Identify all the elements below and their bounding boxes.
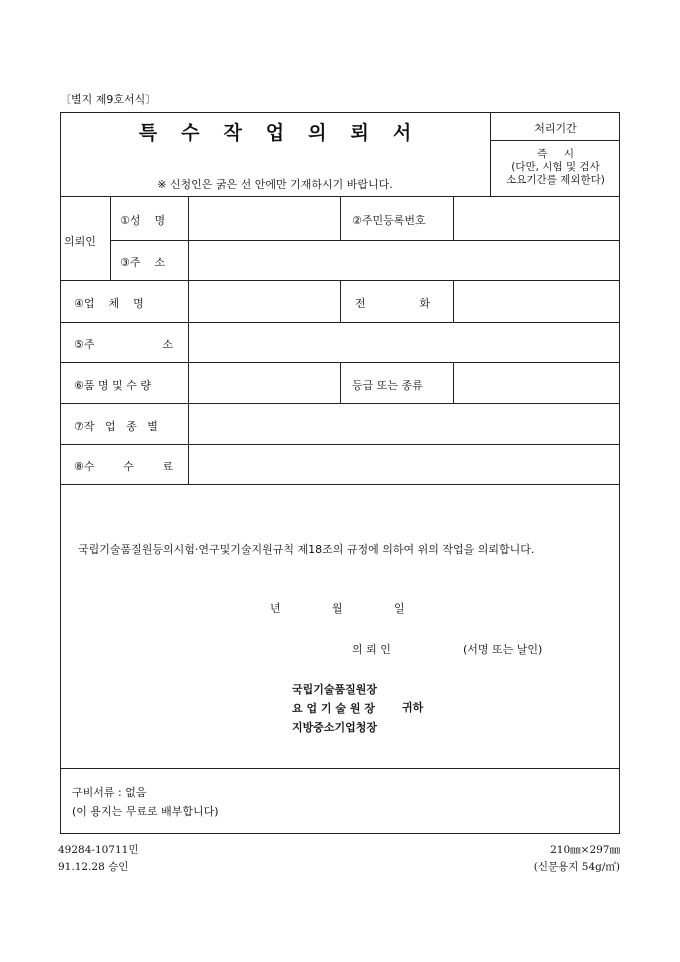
business-address-field[interactable] — [193, 326, 616, 358]
footer-right — [534, 842, 620, 876]
phone-field[interactable] — [458, 284, 616, 318]
addressee-line: 국립기술품질원장 — [292, 683, 378, 696]
date-year: 년 — [270, 602, 281, 615]
product-field[interactable] — [193, 366, 336, 399]
col-line — [188, 196, 189, 484]
processing-line: (다만, 시험 및 검사 — [511, 161, 600, 173]
phone-label-part: 화 — [419, 297, 430, 310]
processing-period-label: 처리기간 — [534, 122, 577, 135]
product-label: ⑥품 명 및 수 량 — [74, 379, 151, 392]
col-line — [340, 362, 341, 403]
label-part: 소 — [162, 338, 173, 351]
row-line — [60, 403, 620, 404]
label-part: ⑧수 — [74, 460, 95, 473]
label-part: 수 — [123, 460, 134, 473]
addressee-suffix: 귀하 — [402, 701, 424, 714]
business-address-label — [74, 336, 173, 352]
addressee-line: 지방중소기업청장 — [292, 721, 378, 734]
company-label: ④업 체 명 — [74, 297, 144, 310]
col-line — [453, 362, 454, 403]
resident-number-field[interactable] — [458, 201, 616, 236]
approval-date: 91.12.28 승인 — [58, 861, 129, 873]
grade-field[interactable] — [458, 366, 616, 399]
processing-line: 즉 시 — [537, 148, 574, 160]
paper-type: (신문용지 54g/㎡) — [533, 861, 620, 873]
name-field[interactable] — [193, 201, 336, 236]
col-line — [340, 280, 341, 322]
work-type-label: ⑦작 업 종 별 — [74, 420, 158, 433]
declaration-text: 국립기술품질원등의시험·연구및기술지원규칙 제18조의 규정에 의하여 위의 작업을 의뢰합니다. — [78, 543, 535, 556]
row-line — [60, 444, 620, 445]
documents-line: (이 용지는 무료로 배부합니다) — [72, 805, 219, 818]
row-line — [60, 768, 620, 769]
client-label: 의뢰인 — [64, 235, 96, 248]
address-field[interactable] — [193, 244, 616, 276]
date-month: 월 — [332, 602, 343, 615]
processing-divider — [490, 140, 620, 141]
row-line — [60, 322, 620, 323]
work-type-field[interactable] — [193, 407, 616, 440]
grade-label: 등급 또는 종류 — [352, 379, 423, 392]
col-line — [453, 280, 454, 322]
resident-number-label: ②주민등록번호 — [352, 214, 426, 227]
requester-label: 의 뢰 인 — [352, 643, 391, 656]
documents-line: 구비서류 : 없음 — [72, 786, 147, 799]
row-line — [60, 484, 620, 485]
name-label: ①성 명 — [120, 214, 166, 227]
row-line — [110, 240, 620, 241]
phone-label — [355, 295, 430, 311]
fee-label — [74, 458, 173, 474]
fee-field[interactable] — [193, 448, 616, 480]
company-field[interactable] — [193, 284, 336, 318]
required-documents — [72, 783, 219, 821]
processing-period-value — [491, 148, 620, 187]
fill-notice: ※ 신청인은 굵은 선 안에만 기재하시기 바랍니다. — [157, 178, 393, 191]
date-day: 일 — [394, 602, 405, 615]
col-line — [453, 196, 454, 240]
form-code: 49284-10711민 — [58, 844, 139, 856]
address-label: ③주 소 — [120, 256, 166, 269]
signature-hint: (서명 또는 날인) — [463, 643, 543, 656]
addressee-line: 요 업 기 술 원 장 — [292, 702, 375, 715]
form-title: 특수작업의뢰서 — [138, 122, 436, 144]
label-part: 료 — [162, 460, 173, 473]
phone-label-part: 전 — [355, 297, 366, 310]
col-line — [340, 196, 341, 240]
form-number-label: 〔별지 제9호서식〕 — [60, 93, 157, 106]
paper-size: 210㎜×297㎜ — [550, 844, 620, 856]
label-part: ⑤주 — [74, 338, 95, 351]
col-line — [110, 196, 111, 280]
addressee-block — [292, 680, 377, 737]
processing-line: 소요기간를 제외한다) — [506, 174, 605, 186]
footer-left — [58, 842, 139, 876]
